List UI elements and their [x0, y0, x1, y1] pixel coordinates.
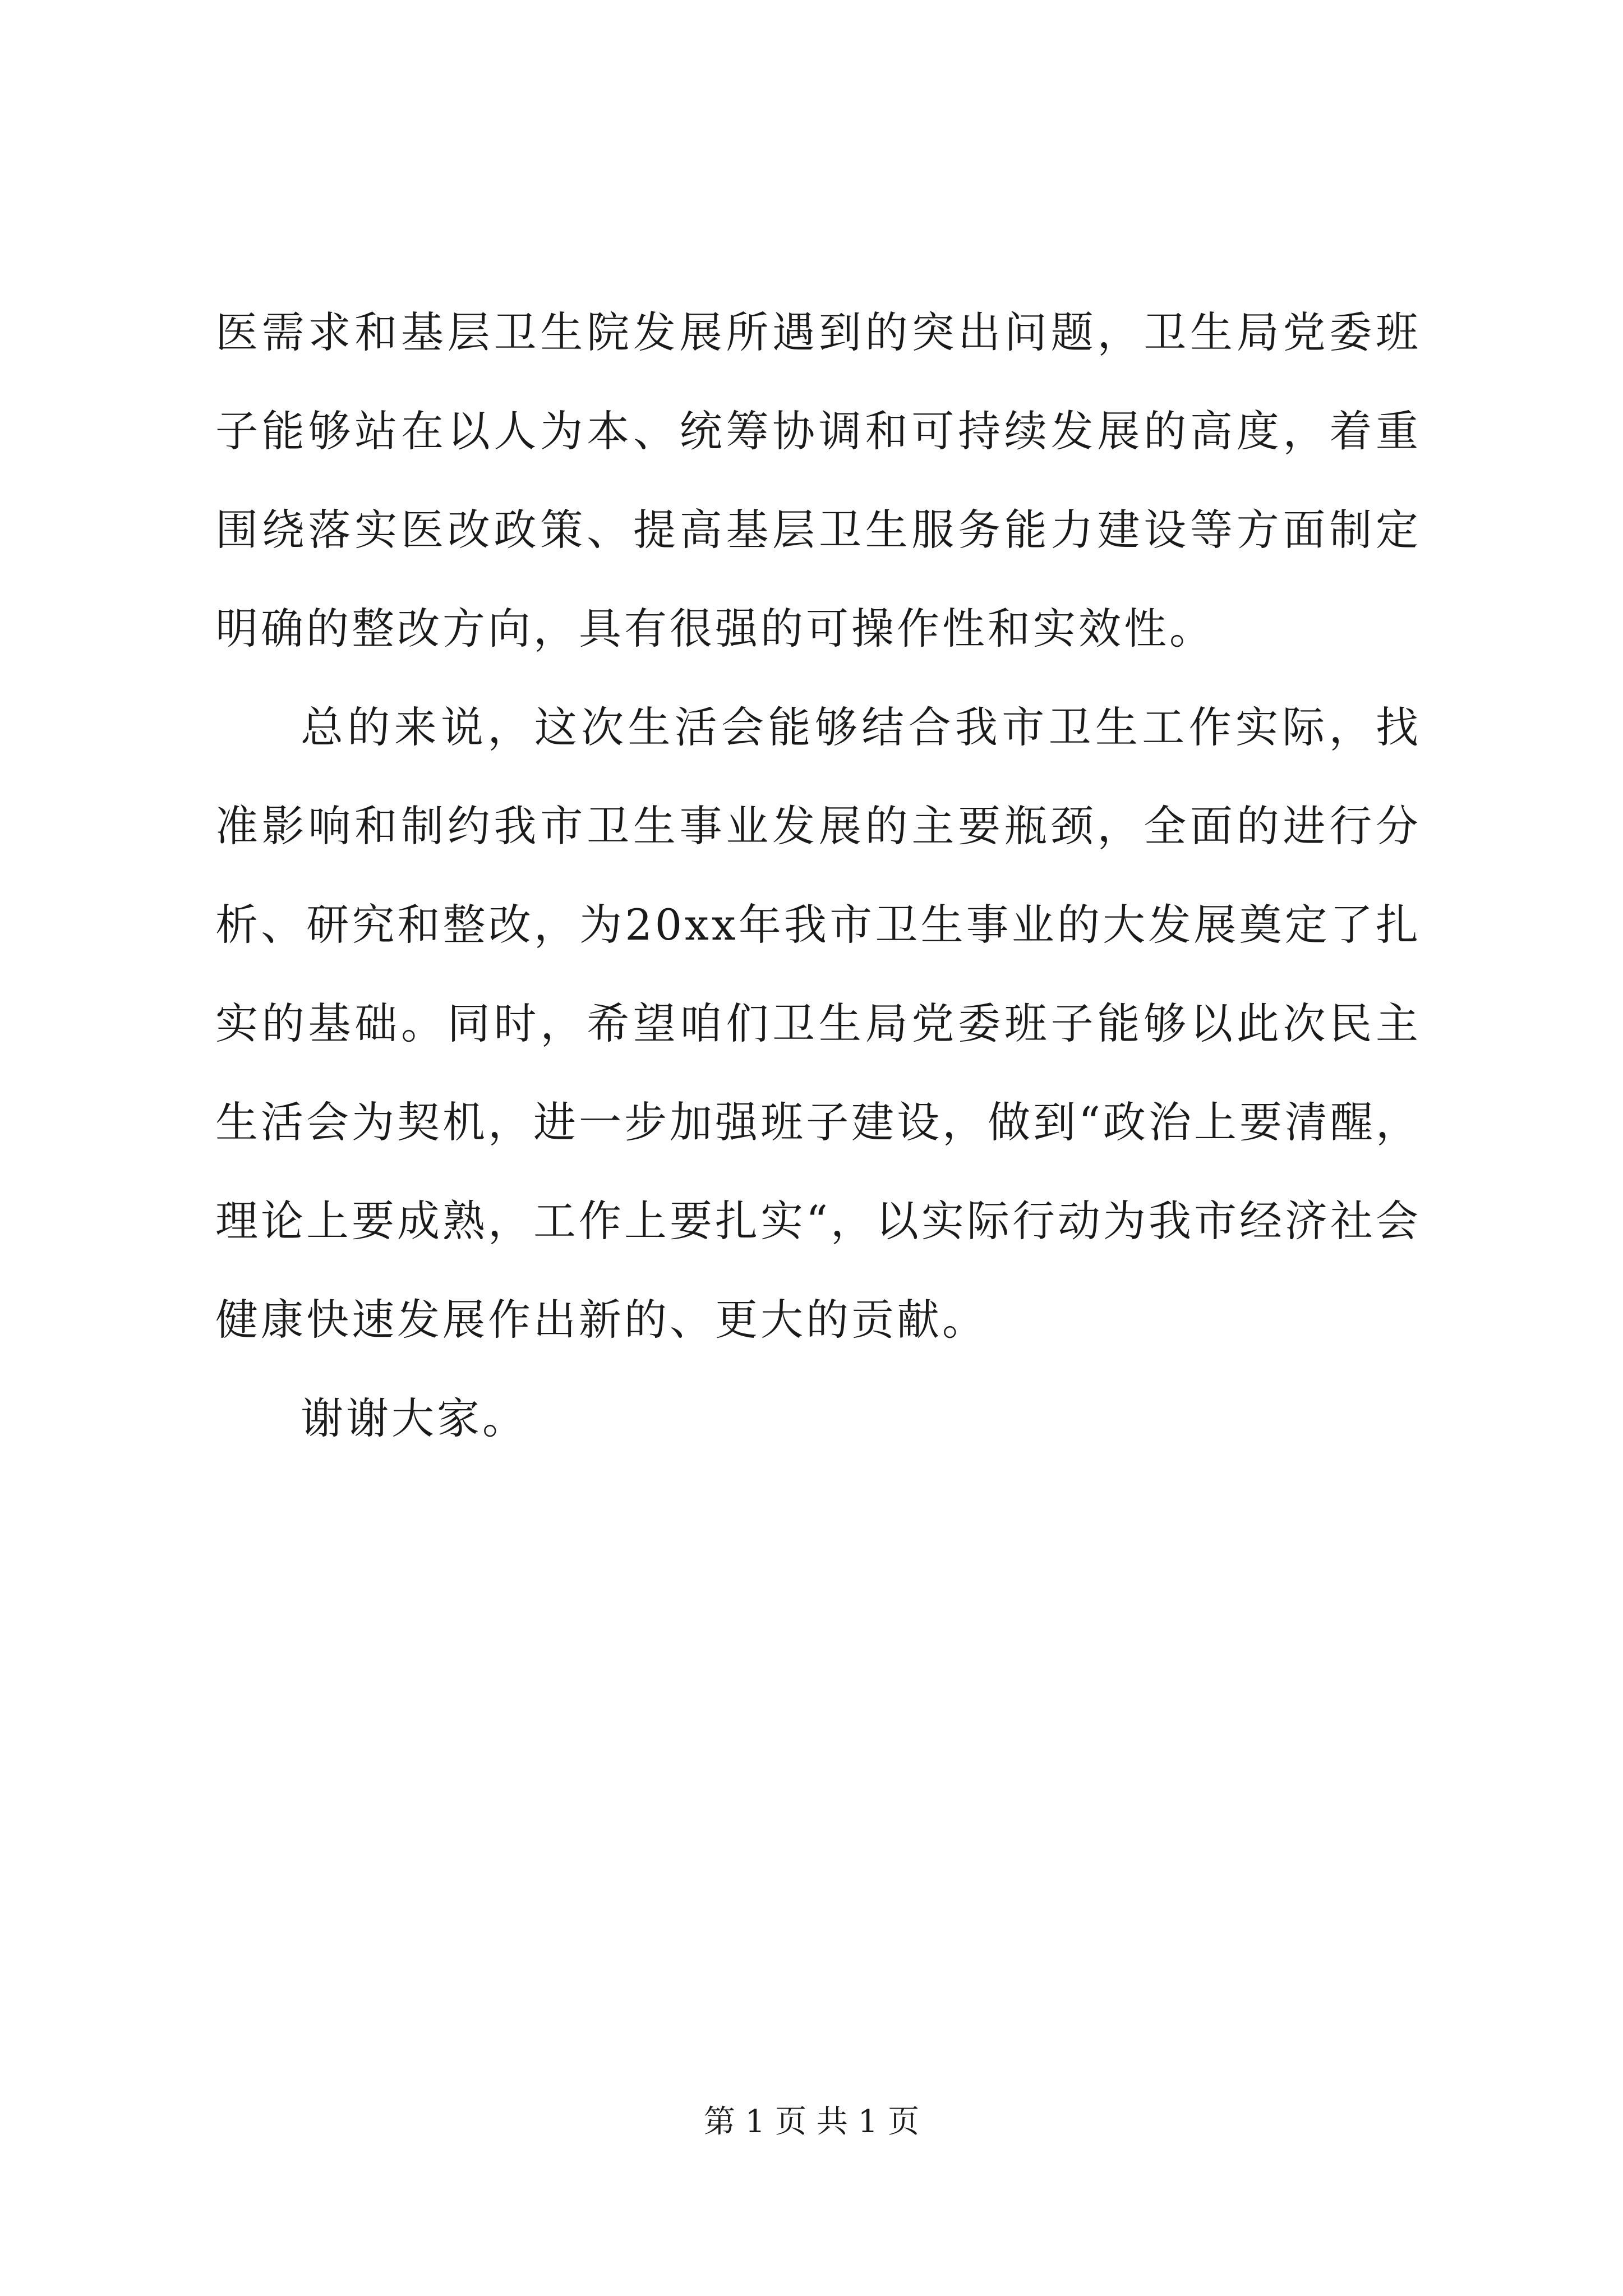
paragraph-3: 谢谢大家。 — [301, 1393, 528, 1443]
paragraph-1: 医需求和基层卫生院发展所遇到的突出问题，卫生局党委班子能够站在以人为本、统筹协调和可持续发展的高度，着重围绕落实医改政策、提高基层卫生服务能力建设等方面制定明确的整改方向，具有很强的可操作性和实效性。 — [215, 307, 1421, 654]
paragraph-2: 总的来说，这次生活会能够结合我市卫生工作实际，找准影响和制约我市卫生事业发展的主要瓶颈，全面的进行分析、研究和整改，为20xx年我市卫生事业的大发展奠定了扎实的基础。同时，希望咱们卫生局党委班子能够以此次民主生活会为契机，进一步加强班子建设，做到“政治上要清醒，理论上要成熟，工作上要扎实“，以实际行动为我市经济社会健康快速发展作出新的、更大的贡献。 — [215, 702, 1421, 1345]
document-body — [215, 283, 1421, 1468]
page-footer: 第 1 页 共 1 页 — [703, 2104, 920, 2140]
